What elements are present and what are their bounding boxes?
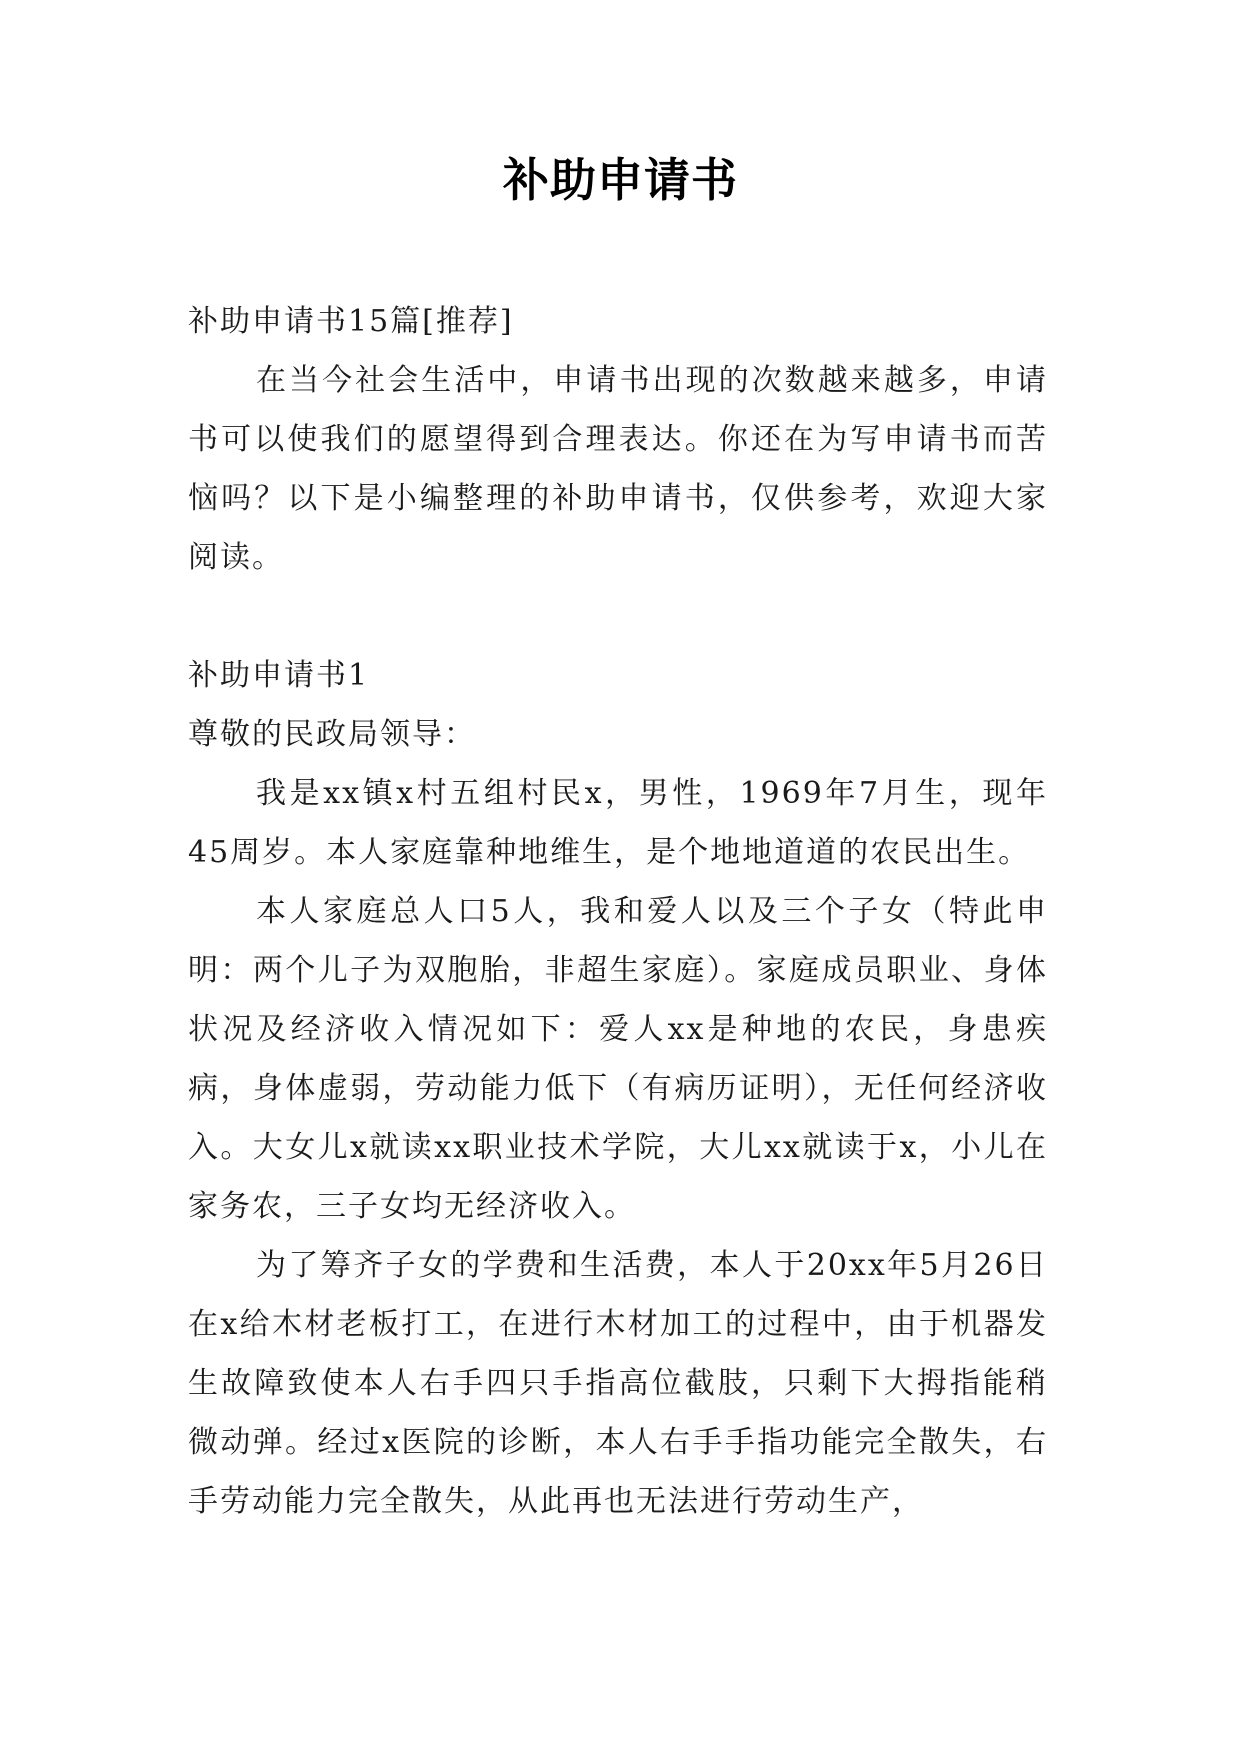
section-title: 补助申请书1 — [188, 658, 370, 693]
salutation: 尊敬的民政局领导： — [188, 717, 476, 752]
document-body — [188, 292, 1048, 1531]
document-subtitle: 补助申请书15篇[推荐] — [188, 304, 514, 339]
body-paragraph-1: 我是xx镇x村五组村民x，男性，1969年7月生，现年45周岁。本人家庭靠种地维生，是个地地道道的农民出生。 — [188, 776, 1048, 870]
intro-paragraph: 在当今社会生活中，申请书出现的次数越来越多，申请书可以使我们的愿望得到合理表达。你还在为写申请书而苦恼吗？以下是小编整理的补助申请书，仅供参考，欢迎大家阅读。 — [188, 363, 1048, 575]
section-spacer — [188, 587, 1048, 646]
document-title: 补助申请书 — [503, 153, 738, 207]
body-paragraph-2: 本人家庭总人口5人，我和爱人以及三个子女（特此申明：两个儿子为双胞胎，非超生家庭）。家庭成员职业、身体状况及经济收入情况如下：爱人xx是种地的农民，身患疾病，身体虚弱，劳动能力低下（有病历证明），无任何经济收入。大女儿x就读xx职业技术学院，大儿xx就读于x，小儿在家务农，三子女均无经济收入。 — [188, 894, 1048, 1224]
body-paragraph-3: 为了筹齐子女的学费和生活费，本人于20xx年5月26日在x给木材老板打工，在进行木材加工的过程中，由于机器发生故障致使本人右手四只手指高位截肢，只剩下大拇指能稍微动弹。经过x医院的诊断，本人右手手指功能完全散失，右手劳动能力完全散失，从此再也无法进行劳动生产， — [188, 1248, 1048, 1519]
